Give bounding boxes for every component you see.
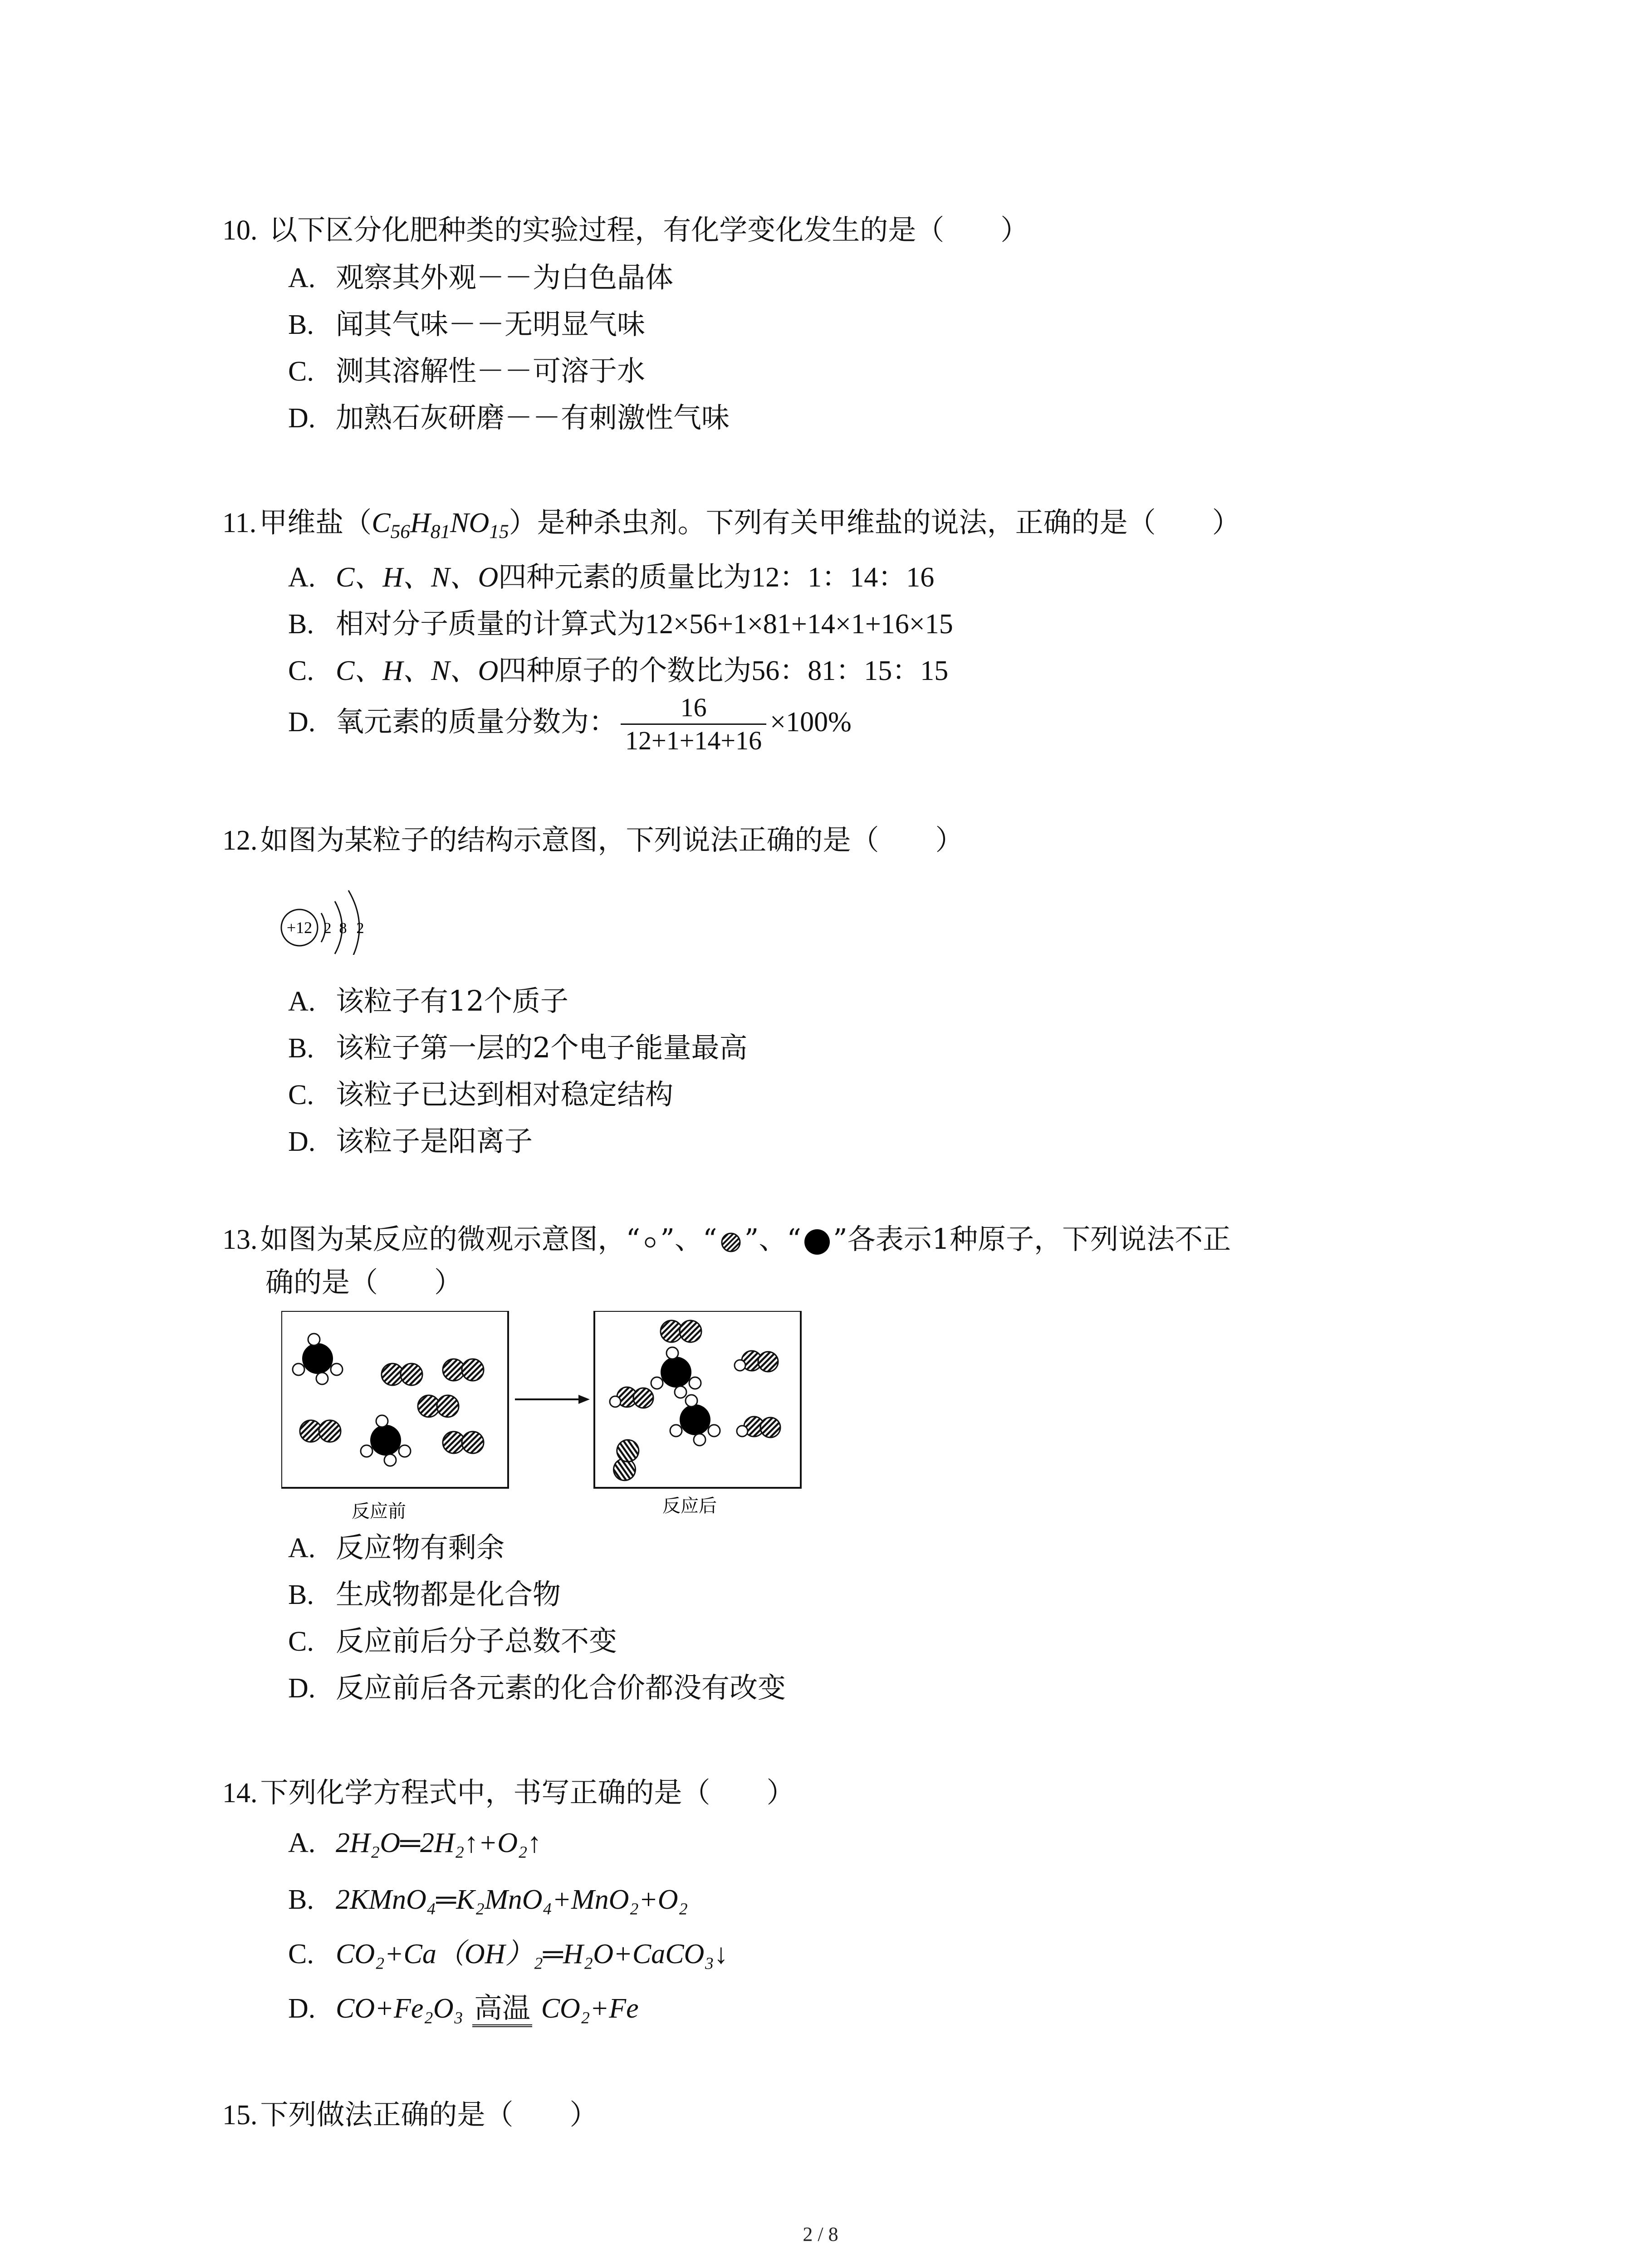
shell-electrons-1: 2 <box>323 920 332 937</box>
small-white-atom-icon <box>640 1232 660 1251</box>
striped-atom-icon <box>717 1228 745 1255</box>
option-letter: D. <box>288 707 316 738</box>
chemical-equation: 2KMnO₄═K₂MnO₄+MnO₂+O₂ <box>336 1884 688 1915</box>
option-text: 反应物有剩余 <box>336 1531 505 1564</box>
q13-option-a <box>288 1531 505 1565</box>
question-text: 确的是（ ） <box>265 1266 463 1299</box>
equation-left: CO+Fe₂O₃ <box>336 1993 464 2024</box>
q13-option-c <box>288 1624 617 1658</box>
page-number: 2 / 8 <box>803 2223 838 2245</box>
q14-option-a <box>288 1826 542 1860</box>
option-letter: C. <box>288 1626 314 1657</box>
after-label: 反应后 <box>662 1496 717 1516</box>
question-13-stem <box>222 1222 1231 1257</box>
black-atom-icon <box>801 1226 833 1257</box>
q11-option-a <box>288 560 934 594</box>
fraction-numerator: 16 <box>621 692 766 725</box>
option-text: 该粒子是阳离子 <box>336 1124 533 1158</box>
question-number: 15. <box>222 2100 258 2131</box>
option-text: 氧元素的质量分数为： <box>336 705 617 738</box>
option-letter: C. <box>288 1080 314 1110</box>
question-number: 14. <box>222 1778 258 1809</box>
question-text: 下列化学方程式中，书写正确的是（ ） <box>260 1776 795 1809</box>
q14-option-b <box>288 1882 688 1916</box>
option-letter: D. <box>288 403 316 434</box>
reaction-condition: 高温 <box>472 1991 532 2027</box>
equation-right: CO₂+Fe <box>541 1993 639 2024</box>
option-letter: D. <box>288 1673 316 1704</box>
q12-option-d <box>288 1124 533 1158</box>
question-12-stem <box>222 823 964 857</box>
question-text: ”、“ <box>660 1222 717 1256</box>
option-text: 观察其外观－－为白色晶体 <box>336 261 674 294</box>
nucleus-charge: +12 <box>286 919 313 937</box>
ratio-value: 56：81：15：15 <box>751 655 949 686</box>
shell-electrons-2: 8 <box>339 920 347 937</box>
q10-option-b <box>288 308 645 342</box>
option-letter: A. <box>288 1533 316 1564</box>
arrow-head <box>578 1395 590 1404</box>
question-number: 11. <box>222 508 257 538</box>
option-text: 闻其气味－－无明显气味 <box>336 308 646 341</box>
question-number: 10. <box>222 215 258 246</box>
q14-option-c <box>288 1937 728 1971</box>
calc-expression: 12×56+1×81+14×1+16×15 <box>645 609 953 640</box>
shell-electrons-3: 2 <box>356 920 364 937</box>
option-letter: A. <box>288 562 316 593</box>
element-list: C、H、N、O <box>336 562 499 593</box>
option-text: 四种原子的个数比为 <box>498 654 752 687</box>
chemical-equation: CO₂+Ca（OH）₂═H₂O+CaCO₃↓ <box>336 1939 728 1970</box>
q13-option-b <box>288 1578 561 1612</box>
option-letter: B. <box>288 1579 314 1610</box>
chemical-equation: 2H₂O═2H₂↑+O₂↑ <box>336 1828 542 1858</box>
element-list: C、H、N、O <box>336 655 499 686</box>
q12-option-a <box>288 984 568 1018</box>
q14-option-d <box>288 1991 639 2025</box>
q12-option-b <box>288 1031 747 1065</box>
question-text: 甲维盐（ <box>259 506 372 539</box>
option-letter: D. <box>288 1126 316 1157</box>
option-text: 测其溶解性－－可溶于水 <box>336 354 646 387</box>
q10-option-c <box>288 354 645 388</box>
option-letter: B. <box>288 1884 314 1915</box>
chemical-formula: $C_{56}H_{81}NO_{15}$ <box>372 508 509 543</box>
atomic-structure-diagram <box>272 864 377 955</box>
option-letter: C. <box>288 655 314 686</box>
q11-option-b <box>288 607 953 641</box>
question-15-stem <box>222 2098 598 2132</box>
question-text: ”各表示1种原子，下列说法不正 <box>833 1222 1231 1256</box>
question-number: 13. <box>222 1224 258 1255</box>
question-number: 12. <box>222 825 258 856</box>
q11-option-d <box>288 692 852 756</box>
option-text: 加熟石灰研磨－－有刺激性气味 <box>336 401 730 434</box>
option-text: 四种元素的质量比为 <box>498 560 752 593</box>
q10-option-a <box>288 261 673 295</box>
fraction-denominator: 12+1+14+16 <box>625 725 762 755</box>
reaction-micro-diagram <box>281 1311 817 1538</box>
option-letter: D. <box>288 1993 316 2024</box>
question-13-stem-line2 <box>265 1266 462 1299</box>
q13-option-d <box>288 1671 786 1705</box>
option-letter: B. <box>288 609 314 640</box>
option-letter: A. <box>288 986 316 1017</box>
option-letter: B. <box>288 309 314 340</box>
option-text: 该粒子有12个质子 <box>336 984 568 1017</box>
fraction-suffix: ×100% <box>770 707 852 738</box>
before-label: 反应前 <box>352 1501 406 1522</box>
q10-option-d <box>288 401 730 435</box>
option-text: 生成物都是化合物 <box>336 1578 561 1611</box>
q11-option-c <box>288 654 948 688</box>
option-letter: C. <box>288 356 314 387</box>
option-text: 该粒子已达到相对稳定结构 <box>336 1078 674 1111</box>
question-10-stem <box>222 213 1029 247</box>
fraction <box>621 692 766 756</box>
question-text: 如图为某反应的微观示意图，“ <box>260 1222 641 1256</box>
option-letter: C. <box>288 1939 314 1970</box>
question-text: ”、“ <box>744 1222 802 1256</box>
option-text: 反应前后各元素的化合价都没有改变 <box>336 1671 786 1704</box>
question-text: 以下区分化肥种类的实验过程，有化学变化发生的是（ ） <box>269 213 1029 246</box>
question-11-stem <box>222 506 1240 543</box>
option-text: 相对分子质量的计算式为 <box>336 607 646 640</box>
option-text: 反应前后分子总数不变 <box>336 1624 617 1657</box>
question-text: ）是种杀虫剂。下列有关甲维盐的说法，正确的是（ ） <box>509 506 1240 539</box>
q12-option-c <box>288 1078 673 1112</box>
option-text: 该粒子第一层的2个电子能量最高 <box>336 1031 748 1064</box>
option-letter: A. <box>288 1828 316 1858</box>
question-text: 下列做法正确的是（ ） <box>260 2098 598 2131</box>
ratio-value: 12：1：14：16 <box>751 562 935 593</box>
option-letter: A. <box>288 263 316 293</box>
option-letter: B. <box>288 1033 314 1064</box>
question-14-stem <box>222 1776 795 1810</box>
question-text: 如图为某粒子的结构示意图，下列说法正确的是（ ） <box>260 823 964 856</box>
